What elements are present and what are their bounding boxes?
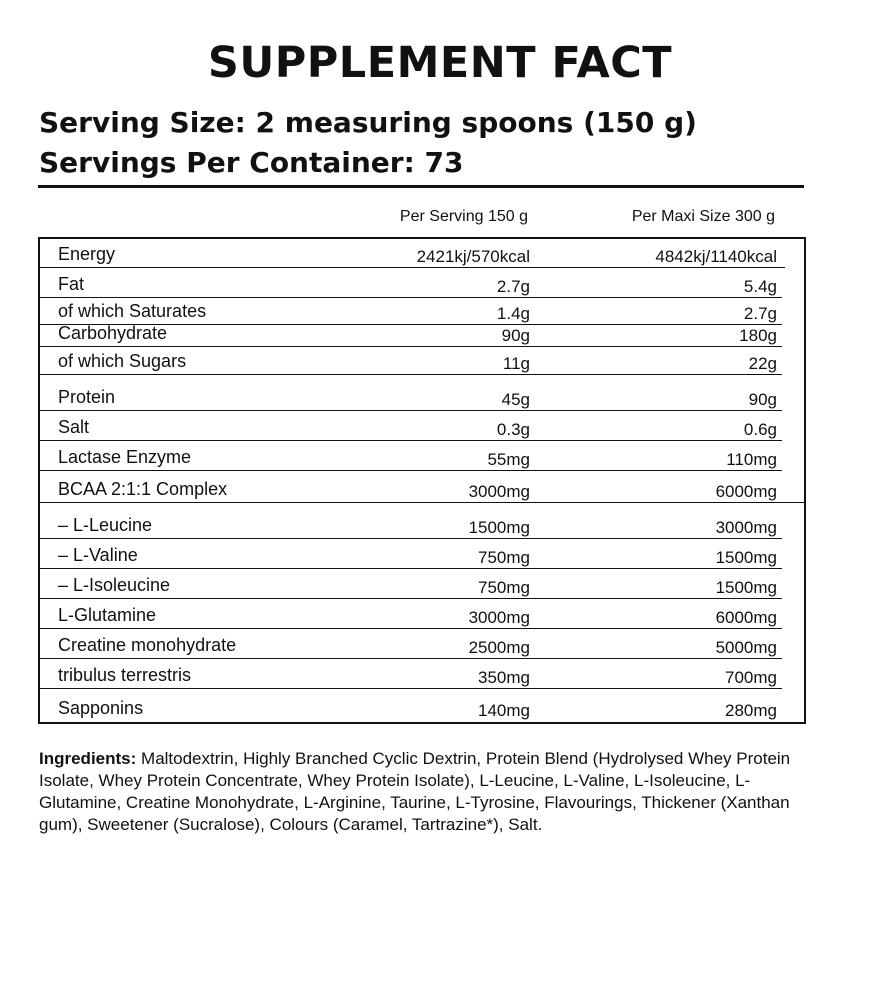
per-maxi-value: 6000mg xyxy=(715,482,777,501)
per-serving-value: 2421kj/570kcal xyxy=(416,247,530,266)
nutrient-name: L-Glutamine xyxy=(58,605,157,625)
per-serving-value: 1.4g xyxy=(496,304,530,323)
table-row xyxy=(40,539,804,569)
per-serving-value: 350mg xyxy=(478,668,530,687)
per-maxi-value: 22g xyxy=(748,354,777,373)
per-maxi-value: 280mg xyxy=(725,701,777,720)
per-maxi-value: 0.6g xyxy=(743,420,777,439)
per-serving-value: 750mg xyxy=(478,548,530,567)
table-row xyxy=(40,298,804,325)
per-maxi-value: 90g xyxy=(748,390,777,409)
per-maxi-value: 3000mg xyxy=(715,518,777,537)
header-divider xyxy=(38,185,804,188)
per-maxi-value: 180g xyxy=(739,326,777,345)
nutrient-name: Carbohydrate xyxy=(58,323,168,343)
per-serving-value: 0.3g xyxy=(496,420,530,439)
table-row xyxy=(40,325,804,347)
nutrient-name: – L-Valine xyxy=(58,545,138,565)
per-serving-value: 55mg xyxy=(487,450,530,469)
column-header-per-serving: Per Serving 150 g xyxy=(399,208,528,225)
table-row xyxy=(40,268,804,298)
table-row xyxy=(40,503,804,539)
table-row xyxy=(40,689,804,722)
nutrient-name: Salt xyxy=(58,417,90,437)
per-maxi-value: 5000mg xyxy=(715,638,777,657)
per-serving-value: 2.7g xyxy=(496,277,530,296)
per-serving-value: 1500mg xyxy=(468,518,530,537)
table-row xyxy=(40,239,804,268)
per-maxi-value: 1500mg xyxy=(715,548,777,567)
per-maxi-value: 6000mg xyxy=(715,608,777,627)
table-row xyxy=(40,569,804,599)
table-row xyxy=(40,471,804,503)
page-title: SUPPLEMENT FACT xyxy=(207,38,673,88)
per-serving-value: 3000mg xyxy=(468,482,530,501)
servings-per-container: Servings Per Container: 73 xyxy=(39,146,464,179)
nutrient-name: Fat xyxy=(58,274,85,294)
nutrient-name: Creatine monohydrate xyxy=(58,635,237,655)
per-maxi-value: 1500mg xyxy=(715,578,777,597)
ingredients-section xyxy=(39,748,819,836)
per-serving-value: 11g xyxy=(502,354,530,373)
nutrient-name: Sapponins xyxy=(58,698,144,718)
nutrient-name: of which Sugars xyxy=(58,351,187,371)
nutrition-table xyxy=(38,237,806,724)
nutrient-name: tribulus terrestris xyxy=(58,665,192,685)
per-maxi-value: 2.7g xyxy=(743,304,777,323)
per-serving-value: 90g xyxy=(501,326,530,345)
table-row xyxy=(40,599,804,629)
table-row xyxy=(40,411,804,441)
per-maxi-value: 700mg xyxy=(725,668,777,687)
per-serving-value: 45g xyxy=(501,390,530,409)
table-row xyxy=(40,659,804,689)
serving-size: Serving Size: 2 measuring spoons (150 g) xyxy=(39,106,697,139)
nutrient-name: Energy xyxy=(58,244,116,264)
column-header-per-maxi: Per Maxi Size 300 g xyxy=(631,208,775,225)
per-serving-value: 3000mg xyxy=(468,608,530,627)
per-maxi-value: 110mg xyxy=(726,450,777,469)
per-serving-value: 140mg xyxy=(478,701,530,720)
table-row xyxy=(40,347,804,375)
nutrient-name: BCAA 2:1:1 Complex xyxy=(58,479,228,499)
nutrient-name: of which Saturates xyxy=(58,301,207,321)
per-maxi-value: 4842kj/1140kcal xyxy=(655,247,777,266)
ingredients-label: Ingredients: xyxy=(39,749,137,768)
per-serving-value: 750mg xyxy=(478,578,530,597)
nutrient-name: – L-Leucine xyxy=(58,515,153,535)
table-row xyxy=(40,629,804,659)
table-row xyxy=(40,441,804,471)
ingredients-text: Maltodextrin, Highly Branched Cyclic Dextrin, Protein Blend (Hydrolysed Whey Protein Isolate, Whey Protein Concentrate, Whey Protein Isolate), L-Leucine, L-Valine, L-Isoleucine, L-Glutamine, Creatine Monohydrate, L-Arginine, Taurine, L-Tyrosine, Flavourings, Thickener (Xanthan gum), Sweetener (Sucralose), Colours (Caramel, Tartrazine*), Salt. xyxy=(39,749,791,834)
per-serving-value: 2500mg xyxy=(468,638,530,657)
nutrient-name: – L-Isoleucine xyxy=(58,575,171,595)
table-row xyxy=(40,375,804,411)
per-maxi-value: 5.4g xyxy=(743,277,777,296)
nutrient-name: Lactase Enzyme xyxy=(58,447,192,467)
nutrient-name: Protein xyxy=(58,387,116,407)
